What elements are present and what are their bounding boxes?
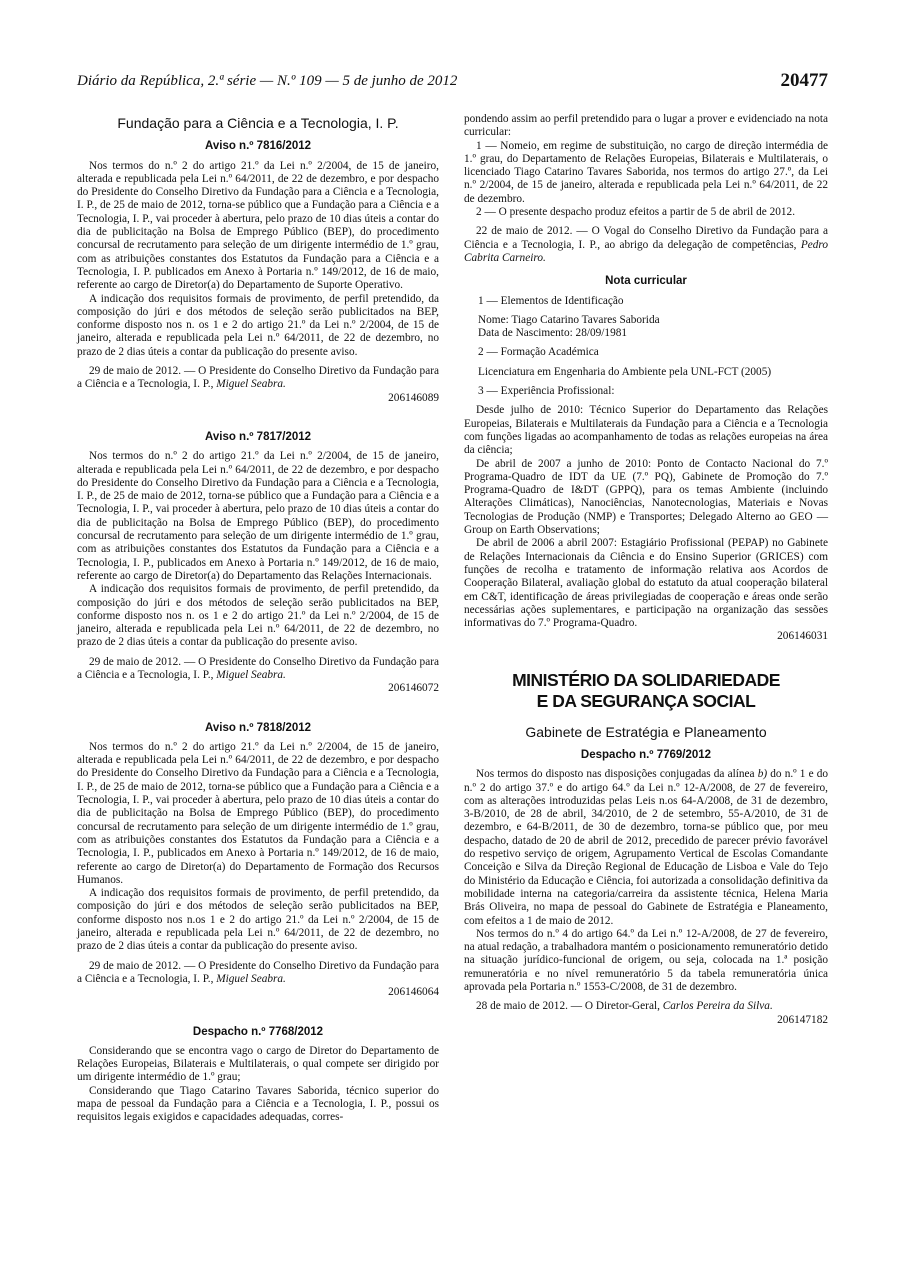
paragraph: Considerando que Tiago Catarino Tavares Saborida, técnico superior do mapa de pessoal da Fundação para a Ciência e a Tecnologia, I. P., possui os requisitos legais exigidos e capacidades adequadas, corres- (77, 1084, 439, 1124)
signature: 22 de maio de 2012. — O Vogal do Conselho Diretivo da Fundação para a Ciência e a Tecnologia, I. P., ao abrigo da delegação de competências, Pedro Cabrita Carneiro. (464, 225, 829, 264)
cv-birth: Data de Nascimento: 28/09/1981 (478, 327, 628, 340)
signatory-name: Miguel Seabra. (216, 972, 286, 985)
paragraph: 1 — Nomeio, em regime de substituição, no cargo de direção intermédia de 1.º grau, do Departamento de Relações Europeias, Bilaterais e Multilaterais, o licenciado Tiago Catarino Tavares Saborida, nos termos do artigo 27.º, da Lei n.º 2/2004, de 15 de janeiro, alterada e republicada pela Lei n.º 64/2011, de 22 de dezembro. (464, 139, 828, 205)
paragraph: A indicação dos requisitos formais de provimento, de perfil pretendido, da composição do júri e dos métodos de seleção serão publicitados na BEP, conforme disposto nos n.os 1 e 2 do artigo 21.º da Lei n.º 2/2004, de 15 de janeiro, alterada e republicada pela Lei n.º 64/2011, de 22 de dezembro, no prazo de 2 dias úteis a contar da publicação do presente aviso. (77, 887, 439, 953)
nota-title: Nota curricular (605, 275, 687, 288)
despacho-title: Despacho n.º 7768/2012 (192, 1025, 324, 1038)
aviso-title: Aviso n.º 7816/2012 (204, 140, 312, 153)
paragraph: Nos termos do disposto nas disposições conjugadas da alínea b) do n.º 1 e do n.º 2 do artigo 37.º e do artigo 64.º da Lei n.º 12-A/2008, de 27 de fevereiro, com as alterações introduzidas pelas Leis n.os 64-A/2008, de 31 de dezembro, 3-B/2010, de 28 de abril, 34/2010, de 2 de setembro, 55-A/2010, de 31 de dezembro, e 64-B/2011, de 30 de dezembro, torna-se público que, por meu despacho, datado de 20 de abril de 2012, precedido de parecer prévio favorável do respetivo serviço de origem, Agrupamento Vertical de Escolas Comandante Conceição e Silva da Direção Regional de Educação de Lisboa e Vale do Tejo do Ministério da Educação e Ciência, foi autorizada a consolidação definitiva da mobilidade interna na categoria/carreira da assistente técnica, Helena Maria Brás Oliveira, no mapa de pessoal do Gabinete de Estratégia e Planeamento, com efeitos a 1 de maio de 2012. (464, 768, 829, 927)
signature: 28 de maio de 2012. — O Diretor-Geral, Carlos Pereira da Silva. (476, 1000, 773, 1013)
signatory-name: Pedro Cabrita Carneiro. (464, 238, 829, 264)
cv-experience: Desde julho de 2010: Técnico Superior do Departamento das Relações Europeias, Bilaterais e Multilaterais da Fundação para a Ciência e a Tecnologia com funções ligadas ao acompanhamento de todas as relações europeias na área da ciência; (464, 404, 828, 457)
signatory-name: Miguel Seabra. (216, 378, 286, 391)
paragraph: Nos termos do n.º 4 do artigo 64.º da Lei n.º 12-A/2008, de 27 de fevereiro, na atual redação, a trabalhadora mantém o posicionamento remuneratório detido na situação jurídico-funcional de origem, ou seja, colocada na 1.ª posição remuneratória e no nível remuneratório 5 da tabela remuneratória única aprovada pela Portaria n.º 1553-C/2008, de 31 de dezembro. (464, 927, 828, 994)
cv-name: Nome: Tiago Catarino Tavares Saborida (478, 313, 660, 326)
ministry-title: MINISTÉRIO DA SOLIDARIEDADE E DA SEGURANÇA SOCIAL (512, 669, 780, 711)
signatory-name: Carlos Pereira da Silva. (662, 1000, 773, 1013)
running-header: Diário da República, 2.ª série — N.º 109 — 5 de junho de 2012 (77, 73, 458, 89)
org-title: Fundação para a Ciência e a Tecnologia, I. P. (117, 115, 399, 131)
aviso-title: Aviso n.º 7817/2012 (204, 430, 312, 443)
paragraph: pondendo assim ao perfil pretendido para o lugar a prover e evidenciado na nota curricular: (464, 113, 828, 139)
signature: 29 de maio de 2012. — O Presidente do Conselho Diretivo da Fundação para a Ciência e a Tecnologia, I. P., Miguel Seabra. (77, 365, 439, 391)
despacho-title: Despacho n.º 7769/2012 (580, 748, 712, 761)
org-title: Gabinete de Estratégia e Planeamento (525, 723, 767, 740)
cv-heading: 2 — Formação Académica (478, 346, 599, 359)
reference-number: 206147182 (777, 1013, 828, 1026)
reference-number: 206146072 (388, 682, 439, 695)
reference-number: 206146064 (388, 986, 439, 999)
paragraph: A indicação dos requisitos formais de provimento, de perfil pretendido, da composição do júri e dos métodos de seleção serão publicitados na BEP, conforme disposto nos n. os 1 e 2 do artigo 21.º da Lei n.º 2/2004, de 15 de janeiro, alterada e republicada pela Lei n.º 64/2011, de 22 de dezembro, no prazo de 2 dias úteis a contar da publicação do presente aviso. (77, 583, 439, 649)
signatory-name: Miguel Seabra. (216, 668, 286, 681)
paragraph: 2 — O presente despacho produz efeitos a partir de 5 de abril de 2012. (476, 206, 796, 219)
paragraph: A indicação dos requisitos formais de provimento, de perfil pretendido, da composição do júri e dos métodos de seleção serão publicitados na BEP, conforme disposto nos n. os 1 e 2 do artigo 21.º da Lei n.º 2/2004, de 15 de janeiro, alterada e republicada pela Lei n.º 64/2011, de 22 de dezembro, no prazo de 2 dias úteis a contar da publicação do presente aviso. (77, 292, 439, 358)
cv-experience: De abril de 2007 a junho de 2010: Ponto de Contacto Nacional do 7.º Programa-Quadro de IDT da UE (7.º PQ), Gabinete de Promoção do 7.º Programa-Quadro de I&DT (GPPQ), para os temas Ambiente (incluindo Alterações Climáticas), Nanociências, Nanotecnologias, Materiais e Novas Tecnologias de Produção (NMP) e Transportes; Delegado Alterno ao GEO — Group on Earth Observations; (464, 457, 828, 537)
signature: 29 de maio de 2012. — O Presidente do Conselho Diretivo da Fundação para a Ciência e a Tecnologia, I. P., Miguel Seabra. (77, 959, 439, 985)
reference-number: 206146031 (777, 630, 828, 643)
page-number: 20477 (780, 70, 828, 91)
paragraph: Considerando que se encontra vago o cargo de Diretor do Departamento de Relações Europeias, Bilaterais e Multilaterais, o qual compete ser dirigido por um dirigente intermédio de 1.º grau; (77, 1044, 439, 1084)
reference-number: 206146089 (388, 391, 439, 404)
cv-experience: De abril de 2006 a abril 2007: Estagiário Profissional (PEPAP) no Gabinete de Relações Internacionais da Ciência e do Ensino Superior (GRICES) com funções de recolha e tratamento de informação relativa aos Acordos de Cooperação Bilateral, avaliação global do estatuto da atual cooperação bilateral em C&T, identificação de áreas privilegiadas de cooperação e áreas onde serão necessárias ações suplementares, e participação na organização das sessões informativas do 7.º Programa-Quadro. (464, 537, 828, 630)
aviso-title: Aviso n.º 7818/2012 (204, 721, 312, 734)
cv-degree: Licenciatura em Engenharia do Ambiente pela UNL-FCT (2005) (478, 365, 772, 378)
nota-curricular (464, 275, 828, 643)
right-column (464, 113, 828, 1027)
cv-heading: 3 — Experiência Profissional: (478, 385, 615, 398)
paragraph: Nos termos do n.º 2 do artigo 21.º da Lei n.º 2/2004, de 15 de janeiro, alterada e republicada pela Lei n.º 64/2011, de 22 de dezembro, e por despacho do Presidente do Conselho Diretivo da Fundação para a Ciência e a Tecnologia, I. P., de 25 de maio de 2012, torna-se público que a Fundação para a Ciência e a Tecnologia, I. P., vai proceder à abertura, pelo prazo de 10 dias úteis a contar do dia de publicitação na Bolsa de Emprego Público (BEP), do procedimento concursal de recrutamento para seleção de um dirigente intermédio de 1.º grau, com as atribuições constantes dos Estatutos da Fundação para a Ciência e a Tecnologia, I. P. publicados em Anexo à Portaria n.º 149/2012, de 16 de maio, referente ao cargo de Diretor(a) do Departamento de Suporte Operativo. (77, 159, 439, 292)
paragraph: Nos termos do n.º 2 do artigo 21.º da Lei n.º 2/2004, de 15 de janeiro, alterada e republicada pela Lei n.º 64/2011, de 22 de dezembro, e por despacho do Presidente do Conselho Diretivo da Fundação para a Ciência e a Tecnologia, I. P., de 25 de maio de 2012, torna-se público que a Fundação para a Ciência e a Tecnologia, I. P., vai proceder à abertura, pelo prazo de 10 dias úteis a contar do dia de publicitação na Bolsa de Emprego Público (BEP), do procedimento concursal de recrutamento para seleção de um dirigente intermédio de 1.º grau, com as atribuições constantes dos Estatutos da Fundação para a Ciência e a Tecnologia, I. P., publicados em Anexo à Portaria n.º 149/2012, de 16 de maio, referente ao cargo de Diretor(a) do Departamento das Relações Internacionais. (77, 450, 439, 582)
left-column (77, 113, 439, 1125)
signature: 29 de maio de 2012. — O Presidente do Conselho Diretivo da Fundação para a Ciência e a Tecnologia, I. P., Miguel Seabra. (77, 655, 439, 681)
cv-heading: 1 — Elementos de Identificação (478, 294, 624, 307)
paragraph: Nos termos do n.º 2 do artigo 21.º da Lei n.º 2/2004, de 15 de janeiro, alterada e republicada pela Lei n.º 64/2011, de 22 de dezembro, e por despacho do Presidente do Conselho Diretivo da Fundação para a Ciência e a Tecnologia, I. P., de 25 de maio de 2012, torna-se público que a Fundação para a Ciência e a Tecnologia, I. P., vai proceder à abertura, pelo prazo de 10 dias úteis a contar do dia de publicitação na Bolsa de Emprego Público (BEP), do procedimento concursal de recrutamento para seleção de um dirigente intermédio de 1.º grau, com as atribuições constantes dos Estatutos da Fundação para a Ciência e a Tecnologia, I. P., publicados em Anexo à Portaria n.º 149/2012, de 16 de maio, referente ao cargo de Diretor(a) do Departamento de Formação dos Recursos Humanos. (77, 740, 439, 886)
